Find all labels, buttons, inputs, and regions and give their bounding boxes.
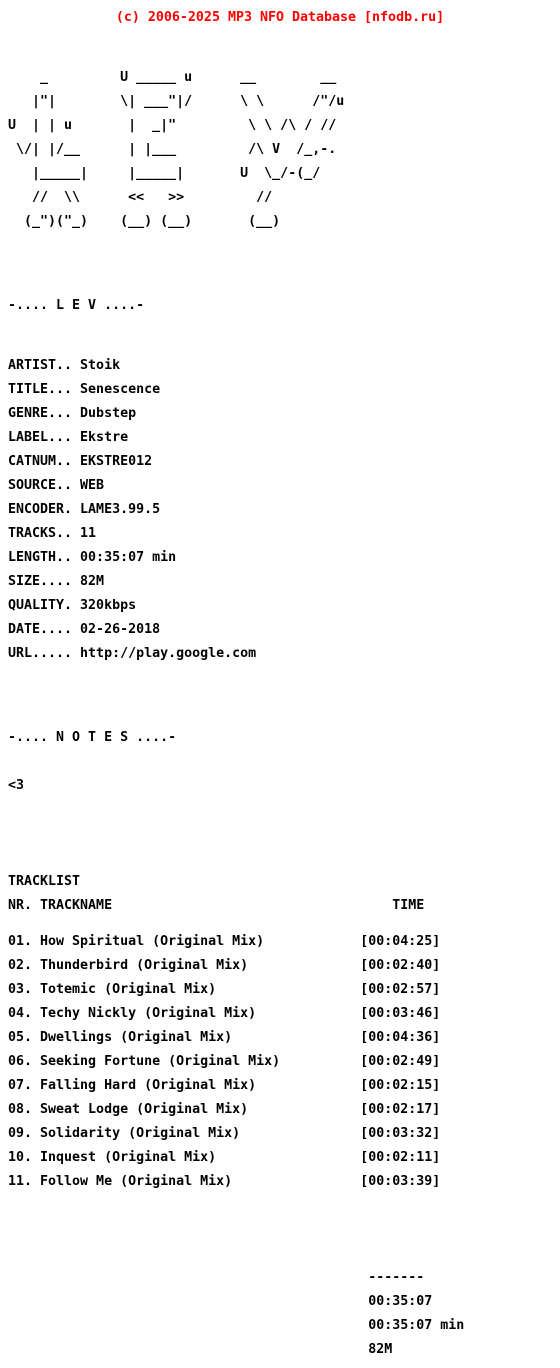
totals-time: 00:35:07 [8,1294,433,1309]
nfo-document [8,0,552,1368]
totals-size: 82M [8,1342,393,1357]
track-row: 06. Seeking Fortune (Original Mix) [00:02:49] [8,1054,441,1069]
ascii-logo-line: \/| |/__ | |___ /\ V /_,-. [8,142,337,157]
track-row: 07. Falling Hard (Original Mix) [00:02:15] [8,1078,441,1093]
spacer [8,684,552,696]
info-label: LABEL... Ekstre [8,430,129,445]
track-row: 11. Follow Me (Original Mix) [00:03:39] [8,1174,441,1189]
spacer [8,252,552,264]
spacer [8,828,552,840]
ascii-logo-line: (_")("_) (__) (__) (__) [8,214,281,229]
info-artist: ARTIST.. Stoik [8,358,121,373]
spacer [8,1212,552,1224]
tracklist-title: TRACKLIST [8,874,81,889]
totals [8,1260,552,1368]
spacer [8,324,552,336]
release-info [8,348,552,672]
track-row: 04. Techy Nickly (Original Mix) [00:03:46] [8,1006,441,1021]
notes-text: <3 [8,778,25,793]
section-title-notes: -.... N O T E S ....- [8,730,177,745]
track-row: 09. Solidarity (Original Mix) [00:03:32] [8,1126,441,1141]
tracklist-header: NR. TRACKNAME TIME [8,898,425,913]
info-genre: GENRE... Dubstep [8,406,137,421]
tracklist [8,924,552,1200]
ascii-logo-line: // \\ << >> // [8,190,273,205]
info-title: TITLE... Senescence [8,382,161,397]
totals-divider: ------- [8,1270,425,1285]
track-row: 01. How Spiritual (Original Mix) [00:04:25] [8,934,441,949]
ascii-logo-line: |"| \| ___"|/ \ \ /"/u [8,94,345,109]
info-size: SIZE.... 82M [8,574,105,589]
track-row: 05. Dwellings (Original Mix) [00:04:36] [8,1030,441,1045]
info-catnum: CATNUM.. EKSTRE012 [8,454,153,469]
info-source: SOURCE.. WEB [8,478,105,493]
info-tracks: TRACKS.. 11 [8,526,97,541]
nfodb-header: (c) 2006-2025 MP3 NFO Database [nfodb.ru] [115,10,445,25]
info-url: URL..... http://play.google.com [8,646,257,661]
info-length: LENGTH.. 00:35:07 min [8,550,177,565]
spacer [8,276,552,288]
ascii-logo-line: _ U _____ u __ __ [8,70,337,85]
spacer [8,756,552,768]
ascii-logo-line: U | | u | _|" \ \ /\ / // [8,118,337,133]
track-row: 02. Thunderbird (Original Mix) [00:02:40] [8,958,441,973]
spacer [8,804,552,816]
spacer [8,36,552,48]
spacer [8,852,552,864]
ascii-logo-line: |_____| |_____| U \_/-(_/ [8,166,321,181]
spacer [8,1236,552,1248]
track-row: 03. Totemic (Original Mix) [00:02:57] [8,982,441,997]
ascii-logo [8,60,552,240]
totals-length: 00:35:07 min [8,1318,465,1333]
info-quality: QUALITY. 320kbps [8,598,137,613]
info-date: DATE.... 02-26-2018 [8,622,161,637]
track-row: 08. Sweat Lodge (Original Mix) [00:02:17] [8,1102,441,1117]
track-row: 10. Inquest (Original Mix) [00:02:11] [8,1150,441,1165]
info-encoder: ENCODER. LAME3.99.5 [8,502,161,517]
spacer [8,708,552,720]
section-title-lev: -.... L E V ....- [8,298,145,313]
